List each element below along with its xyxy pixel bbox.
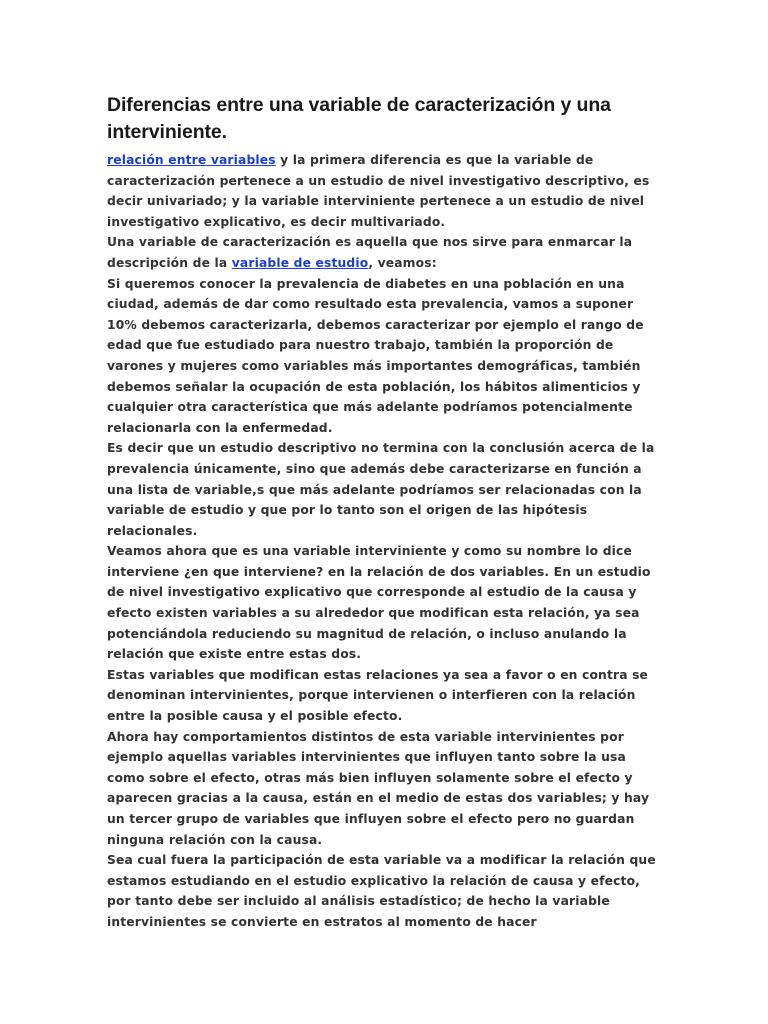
- paragraph-2-before: Una variable de caracterización es aquella que nos sirve para enmarcar la descripción de la: [107, 235, 633, 270]
- paragraph-2: [107, 232, 667, 273]
- link-relacion-entre-variables[interactable]: relación entre variables: [107, 153, 276, 167]
- paragraph-5: Veamos ahora que es una variable interviniente y como su nombre lo dice interviene ¿en que interviene? en la relación de dos variables. En un estudio de nivel investigativo explicativo que corresponde al estudio de la causa y efecto existen variables a su alrededor que modifican esta relación, ya sea potenciándola reduciendo su magnitud de relación, o incluso anulando la relación que existe entre estas dos.: [107, 544, 651, 662]
- page-title: Diferencias entre una variable de caracterización y una interviniente.: [107, 94, 611, 143]
- paragraph-2-after: , veamos:: [368, 255, 437, 270]
- paragraph-1: [107, 150, 667, 232]
- paragraph-1-text: y la primera diferencia es que la variable de caracterización pertenece a un estudio de nivel investigativo descriptivo, es decir univariado; y la variable interviniente pertenece a un estudio de nivel investigativo explicativo, es decir multivariado.: [107, 153, 650, 229]
- paragraph-3: Si queremos conocer la prevalencia de diabetes en una población en una ciudad, además de dar como resultado esta prevalencia, vamos a suponer 10% debemos caracterizarla, debemos caracterizar por ejemplo el rango de edad que fue estudiado para nuestro trabajo, también la proporción de varones y mujeres como variables más importantes demográficas, también debemos señalar la ocupación de esta población, los hábitos alimenticios y cualquier otra característica que más adelante podríamos potencialmente relacionarla con la enfermedad.: [107, 276, 644, 435]
- paragraph-4: Es decir que un estudio descriptivo no termina con la conclusión acerca de la prevalencia únicamente, sino que además debe caracterizarse en función a una lista de variable,s que más adelante podríamos ser relacionadas con la variable de estudio y que por lo tanto son el origen de las hipótesis relacionales.: [107, 441, 655, 538]
- paragraph-7: Ahora hay comportamientos distintos de esta variable intervinientes por ejemplo aquellas variables intervinientes que influyen tanto sobre la usa como sobre el efecto, otras más bien influyen solamente sobre el efecto y aparecen gracias a la causa, están en el medio de estas dos variables; y hay un tercer grupo de variables que influyen sobre el efecto pero no guardan ninguna relación con la causa.: [107, 729, 650, 847]
- document-body: [107, 92, 667, 933]
- paragraph-6: Estas variables que modifican estas relaciones ya sea a favor o en contra se denominan intervinientes, porque intervienen o interfieren con la relación entre la posible causa y el posible efecto.: [107, 667, 649, 724]
- paragraph-8: Sea cual fuera la participación de esta variable va a modificar la relación que estamos estudiando en el estudio explicativo la relación de causa y efecto, por tanto debe ser incluido al análisis estadístico; de hecho la variable intervinientes se convierte en estratos al momento de hacer: [107, 853, 656, 929]
- link-variable-de-estudio[interactable]: variable de estudio: [231, 255, 369, 270]
